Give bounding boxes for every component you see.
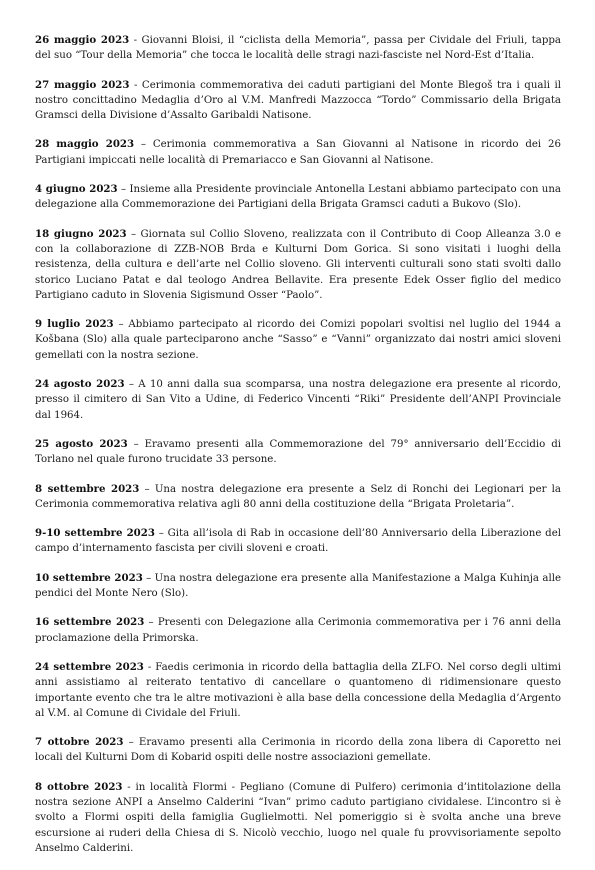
entry-text: – Eravamo presenti alla Commemorazione del 79° anniversario dell’Eccidio di Torlano nel quale furono trucidate 33 persone. — [35, 438, 561, 466]
entry-text: – Giornata sul Collio Sloveno, realizzata con il Contributo di Coop Alleanza 3.0 e con la collaborazione di ZZB-NOB Brda e Kulturni Dom Gorica. Si sono visitati i luoghi della resistenza, della cultura e dell’arte nel Collio sloveno. Gli interventi culturali sono stati svolti dallo storico Luciano Patat e dal teologo Andrea Bellavite. Era presente Edek Osser figlio del medico Partigiano caduto in Slovenia Sigismund Osser “Paolo”. — [35, 228, 561, 301]
entry-7-ottobre — [35, 735, 561, 766]
entry-25-agosto — [35, 437, 561, 468]
entry-16-settembre — [35, 615, 561, 646]
entry-date: 28 maggio 2023 — [35, 138, 135, 151]
entry-date: 9 luglio 2023 — [35, 318, 114, 331]
entry-date: 8 settembre 2023 — [35, 482, 140, 495]
entry-text: – Eravamo presenti alla Cerimonia in ricordo della zona libera di Caporetto nei locali del Kulturni Dom di Kobarid ospiti delle nostre associazioni gemellate. — [35, 737, 561, 764]
entry-date: 27 maggio 2023 — [35, 78, 130, 91]
entry-text: - in località Flormi - Pegliano (Comune di Pulfero) cerimonia d’intitolazione della nostra sezione ANPI a Anselmo Calderini “Ivan” primo caduto partigiano cividalese. L’incontro si è svolto a Flormi ospiti della famiglia Guglielmotti. Nel pomeriggio si è svolta anche una breve escursione ai ruderi della Chiesa di S. Nicolò vecchio, luogo nel quale fu provvisoriamente sepolto Anselmo Calderini. — [35, 781, 561, 854]
entry-9-luglio — [35, 317, 561, 363]
entry-date: 24 settembre 2023 — [35, 660, 144, 673]
entry-27-maggio — [35, 78, 561, 124]
entry-text: - Faedis cerimonia in ricordo della battaglia della ZLFO. Nel corso degli ultimi anni assistiamo al reiterato tentativo di cancellare o quantomeno di ridimensionare questo importante evento che tra le altre motivazioni è alla base della concessione della Medaglia d’Argento al V.M. al Comune di Cividale del Friuli. — [35, 661, 561, 719]
entry-text: – Abbiamo partecipato al ricordo dei Comizi popolari svoltisi nel luglio del 1944 a Košbana (Slo) alla quale parteciparono anche “Sasso” e “Vanni” organizzato dai nostri amici sloveni gemellati con la nostra sezione. — [35, 319, 561, 361]
entry-10-settembre — [35, 571, 561, 602]
document-page — [35, 33, 561, 870]
entry-26-maggio — [35, 33, 561, 64]
entry-4-giugno — [35, 182, 561, 213]
entry-24-settembre — [35, 660, 561, 721]
entry-9-10-settembre — [35, 526, 561, 557]
entry-date: 4 giugno 2023 — [35, 183, 118, 196]
entry-text: – Una nostra delegazione era presente alla Manifestazione a Malga Kuhinja alle pendici del Monte Nero (Slo). — [35, 572, 561, 600]
entry-text: - Cerimonia commemorativa dei caduti partigiani del Monte Blegoš tra i quali il nostro concittadino Medaglia d’Oro al V.M. Manfredi Mazzocca “Tordo” Commissario della Brigata Gramsci della Divisione d’Assalto Garibaldi Natisone. — [35, 79, 561, 122]
entry-date: 25 agosto 2023 — [35, 437, 128, 450]
entry-text: – Presenti con Delegazione alla Cerimonia commemorativa per i 76 anni della proclamazione della Primorska. — [35, 617, 561, 644]
entry-date: 24 agosto 2023 — [35, 378, 125, 391]
entry-8-settembre — [35, 482, 561, 513]
entry-text: – Insieme alla Presidente provinciale Antonella Lestani abbiamo partecipato con una delegazione alla Commemorazione dei Partigiani della Brigata Gramsci caduti a Bukovo (Slo). — [35, 184, 561, 211]
entry-text: – Gita all’isola di Rab in occasione dell’80 Anniversario della Liberazione del campo d’internamento fascista per civili sloveni e croati. — [35, 528, 561, 555]
entry-date: 18 giugno 2023 — [35, 227, 127, 240]
entry-date: 26 maggio 2023 — [35, 34, 130, 46]
entry-date: 10 settembre 2023 — [35, 571, 143, 584]
entry-24-agosto — [35, 377, 561, 423]
entry-date: 8 ottobre 2023 — [35, 780, 123, 793]
entry-28-maggio — [35, 137, 561, 168]
entry-date: 9-10 settembre 2023 — [35, 527, 155, 540]
entry-18-giugno — [35, 227, 561, 303]
entry-date: 7 ottobre 2023 — [35, 736, 124, 749]
entry-text: - Giovanni Bloisi, il “ciclista della Memoria”, passa per Cividale del Friuli, tappa del suo “Tour della Memoria” che tocca le località delle stragi nazi-fasciste nel Nord-Est d’Italia. — [35, 35, 561, 62]
entry-8-ottobre — [35, 780, 561, 856]
entry-text: – A 10 anni dalla sua scomparsa, una nostra delegazione era presente al ricordo, presso il cimitero di San Vito a Udine, di Federico Vincenti “Riki” Presidente dell’ANPI Provinciale dal 1964. — [35, 379, 561, 421]
entry-text: – Cerimonia commemorativa a San Giovanni al Natisone in ricordo dei 26 Partigiani impiccati nelle località di Premariacco e San Giovanni al Natisone. — [35, 139, 561, 166]
entry-date: 16 settembre 2023 — [35, 616, 145, 629]
entry-text: – Una nostra delegazione era presente a Selz di Ronchi dei Legionari per la Cerimonia commemorativa relativa agli 80 anni della costituzione della “Brigata Proletaria”. — [35, 483, 561, 510]
